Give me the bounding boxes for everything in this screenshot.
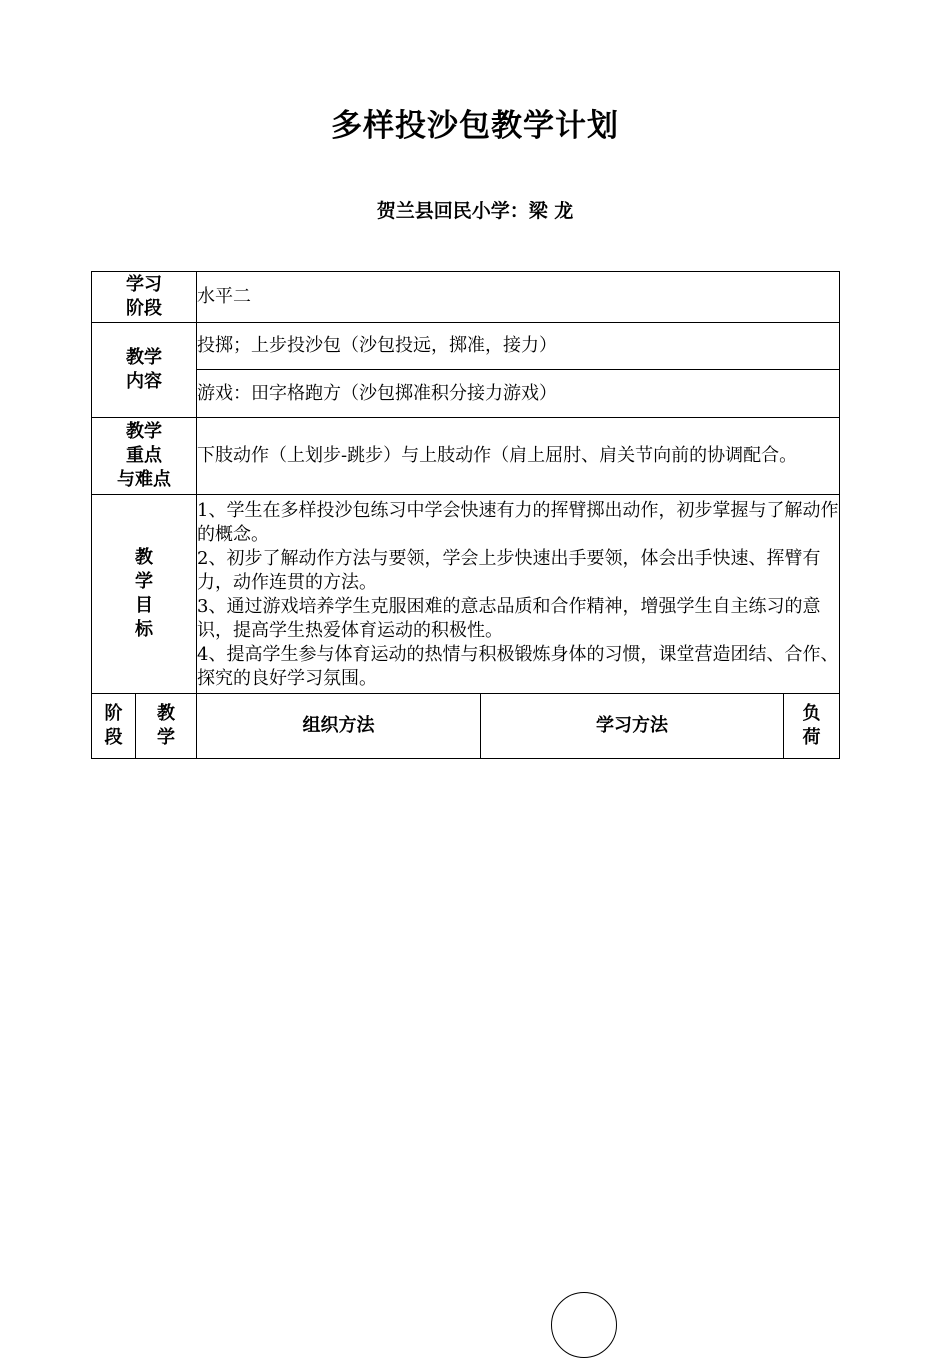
document-subtitle: 贺兰县回民小学：梁 龙: [376, 200, 574, 222]
row-table-header: [92, 694, 840, 759]
objective-item: 3、通过游戏培养学生克服困难的意志品质和合作精神，增强学生自主练习的意识，提高学生热爱体育运动的积极性。: [197, 595, 821, 641]
label-content: 教学 内容: [92, 323, 197, 418]
page-number-circle: [551, 1292, 617, 1358]
row-content-1: [92, 323, 840, 370]
document-title: 多样投沙包教学计划: [331, 108, 619, 144]
lesson-plan-table: [91, 271, 840, 759]
label-key-points: 教学 重点 与难点: [92, 418, 197, 495]
objectives-list: [197, 495, 840, 694]
row-objectives: [92, 495, 840, 694]
objective-item: 2、初步了解动作方法与要领，学会上步快速出手要领，体会出手快速、挥臂有力，动作连贯的方法。: [197, 547, 821, 593]
label-stage: 学习 阶段: [92, 272, 197, 323]
header-load: 负荷: [784, 694, 840, 759]
objective-item: 4、提高学生参与体育运动的热情与积极锻炼身体的习惯，课堂营造团结、合作、探究的良好学习氛围。: [197, 643, 839, 689]
value-key-points: 下肢动作（上划步-跳步）与上肢动作（肩上屈肘、肩关节向前的协调配合。: [197, 418, 840, 495]
row-key-points: [92, 418, 840, 495]
header-phase: 阶段: [92, 694, 136, 759]
label-objectives: 教 学 目 标: [92, 495, 197, 694]
objective-item: 1、学生在多样投沙包练习中学会快速有力的挥臂掷出动作，初步掌握与了解动作的概念。: [197, 499, 839, 545]
content-item: 游戏：田字格跑方（沙包掷准积分接力游戏）: [197, 370, 840, 418]
header-teaching: 教学: [136, 694, 197, 759]
content-item: 投掷；上步投沙包（沙包投远，掷准，接力）: [197, 323, 840, 370]
row-stage: [92, 272, 840, 323]
value-stage: 水平二: [197, 272, 840, 323]
header-learning: 学习方法: [481, 694, 784, 759]
header-organization: 组织方法: [197, 694, 481, 759]
row-content-2: [92, 370, 840, 418]
